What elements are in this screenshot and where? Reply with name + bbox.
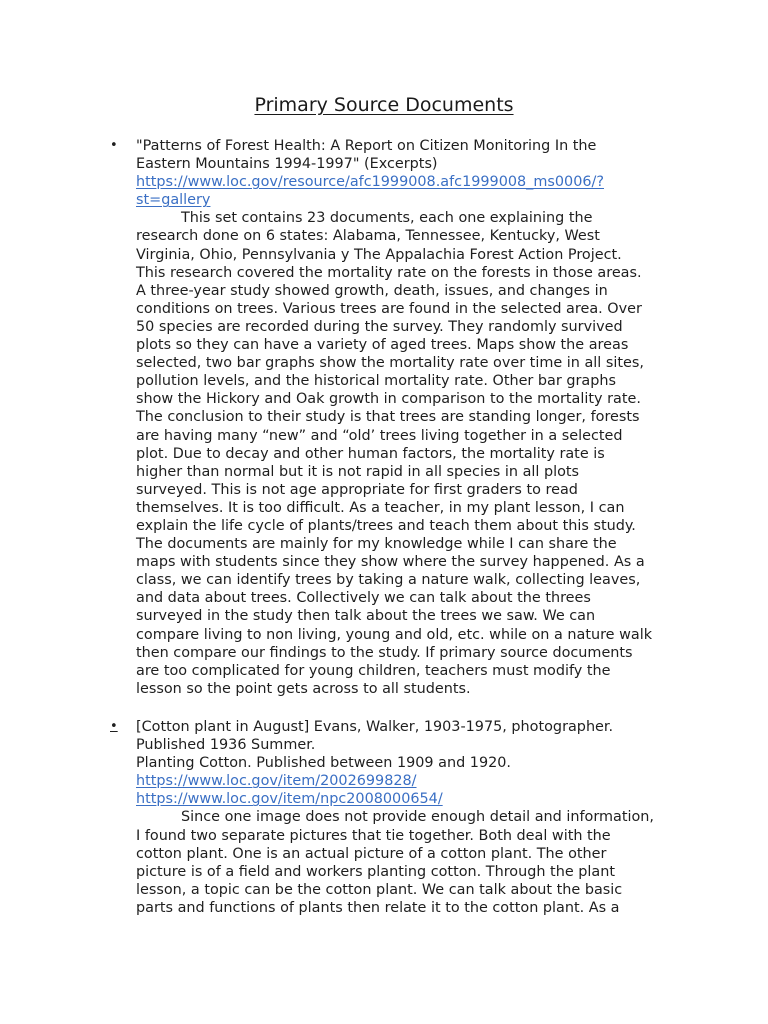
- body-line: surveyed. This is not age appropriate for first graders to read: [136, 481, 578, 498]
- body-line: This set contains 23 documents, each one explaining the: [181, 210, 593, 227]
- source-link[interactable]: st=gallery: [136, 192, 211, 209]
- body-line: maps with students since they show where the survey happened. As a: [136, 554, 645, 571]
- source-title-line: Planting Cotton. Published between 1909 and 1920.: [136, 755, 511, 772]
- body-line: higher than normal but it is not rapid in all species in all plots: [136, 463, 580, 480]
- body-line: The documents are mainly for my knowledge while I can share the: [136, 536, 617, 553]
- body-line: surveyed in the study then talk about the trees we saw. We can: [136, 608, 596, 625]
- source-title-line: Published 1936 Summer.: [136, 737, 316, 754]
- source-title-line: [Cotton plant in August] Evans, Walker, 1903-1975, photographer.: [136, 719, 614, 735]
- body-line: I found two separate pictures that tie together. Both deal with the: [136, 827, 611, 844]
- body-line: explain the life cycle of plants/trees and teach them about this study.: [136, 517, 636, 534]
- source-title-line: Eastern Mountains 1994-1997" (Excerpts): [136, 156, 438, 173]
- body-line: are too complicated for young children, teachers must modify the: [136, 662, 611, 679]
- body-line: lesson so the point gets across to all students.: [136, 680, 471, 697]
- body-line: conditions on trees. Various trees are found in the selected area. Over: [136, 300, 642, 317]
- body-line: This research covered the mortality rate on the forests in those areas.: [136, 264, 642, 281]
- body-line: picture is of a field and workers planting cotton. Through the plant: [136, 863, 615, 880]
- body-line: Virginia, Ohio, Pennsylvania y The Appalachia Forest Action Project.: [136, 246, 622, 263]
- body-line: 50 species are recorded during the survey. They randomly survived: [136, 318, 623, 335]
- source-link[interactable]: https://www.loc.gov/item/npc2008000654/: [136, 791, 443, 808]
- body-line: compare living to non living, young and old, etc. while on a nature walk: [136, 626, 653, 643]
- body-line: are having many “new” and “old’ trees living together in a selected: [136, 427, 623, 444]
- body-line: The conclusion to their study is that trees are standing longer, forests: [136, 409, 640, 426]
- body-line: selected, two bar graphs show the mortality rate over time in all sites,: [136, 355, 644, 372]
- source-entry: [110, 137, 696, 698]
- body-line: class, we can identify trees by taking a nature walk, collecting leaves,: [136, 572, 641, 589]
- body-line: pollution levels, and the historical mortality rate. Other bar graphs: [136, 373, 616, 390]
- bullet-icon: •: [110, 138, 118, 153]
- body-line: Since one image does not provide enough detail and information,: [181, 809, 654, 826]
- body-line: plot. Due to decay and other human factors, the mortality rate is: [136, 445, 605, 462]
- source-link[interactable]: https://www.loc.gov/item/2002699828/: [136, 773, 417, 790]
- body-line: themselves. It is too difficult. As a teacher, in my plant lesson, I can: [136, 499, 625, 516]
- body-line: then compare our findings to the study. If primary source documents: [136, 644, 633, 661]
- body-line: plots so they can have a variety of aged trees. Maps show the areas: [136, 337, 629, 354]
- body-line: parts and functions of plants then relate it to the cotton plant. As a: [136, 899, 620, 916]
- bullet-icon: •: [110, 719, 118, 734]
- body-line: A three-year study showed growth, death, issues, and changes in: [136, 282, 608, 299]
- source-title-line: "Patterns of Forest Health: A Report on Citizen Monitoring In the: [136, 138, 597, 154]
- body-line: and data about trees. Collectively we can talk about the threes: [136, 590, 591, 607]
- body-line: cotton plant. One is an actual picture of a cotton plant. The other: [136, 845, 607, 862]
- body-line: show the Hickory and Oak growth in comparison to the mortality rate.: [136, 391, 641, 408]
- body-line: research done on 6 states: Alabama, Tennessee, Kentucky, West: [136, 228, 600, 245]
- body-line: lesson, a topic can be the cotton plant. We can talk about the basic: [136, 881, 623, 898]
- source-entry: [110, 718, 696, 917]
- source-link[interactable]: https://www.loc.gov/resource/afc1999008.afc1999008_ms0006/?: [136, 174, 604, 191]
- document-title: Primary Source Documents: [254, 94, 514, 116]
